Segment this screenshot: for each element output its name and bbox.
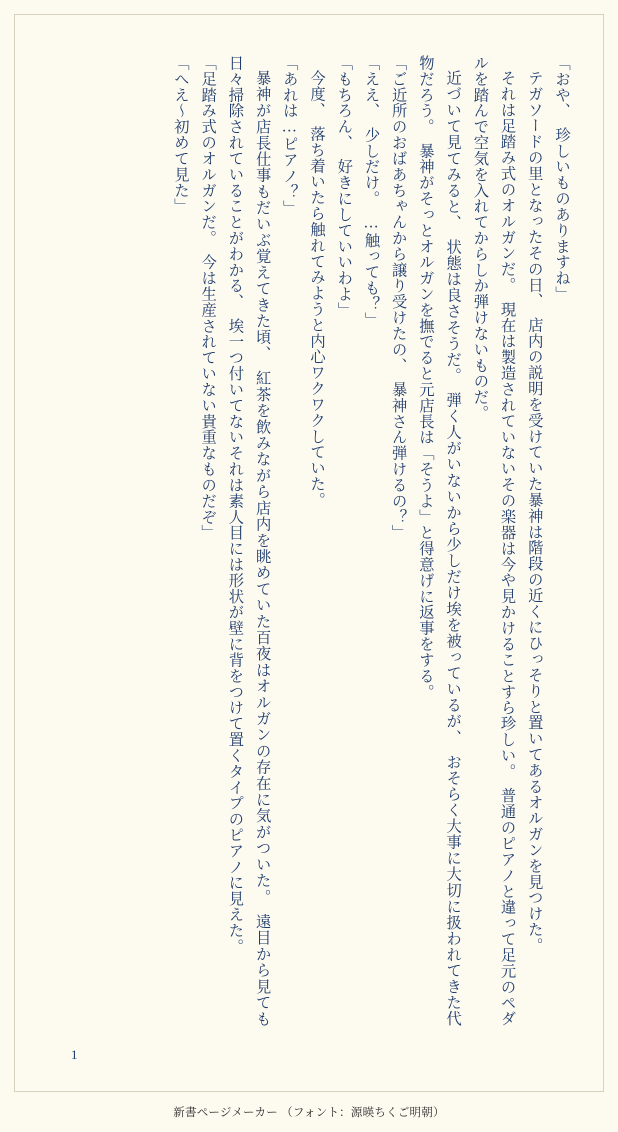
paragraph: 「おや、 珍しいものありますね」: [553, 55, 570, 302]
footer-credit: 新書ページメーカー （フォント：源暎ちくご明朝）: [173, 1107, 445, 1119]
paragraph: それは足踏み式のオルガンだ。 現在は製造されていないその楽器は今や見かけることすら珍しい。 普通のピアノと違って足元のペダルを踏んで空気を入れてからしか弾けないものだ。: [471, 55, 516, 1027]
paragraph: 「ええ、 少しだけ。 …触っても？」: [362, 55, 380, 328]
paragraph: 「あれは…ピアノ？」: [280, 55, 298, 216]
page-sheet: [14, 14, 604, 1092]
paragraph: 「へえ〜初めて見た」: [171, 55, 189, 215]
paragraph: 「ご近所のおばあちゃんから譲り受けたの、 暴神さん弾けるの？」: [389, 55, 407, 541]
paragraph: 今度、 落ち着いたら触れてみようと内心ワクワクしていた。: [308, 70, 326, 509]
paragraph: 暴神が店長仕事もだいぶ覚えてきた頃、 紅茶を飲みながら店内を眺めていた百夜はオルガンの存在に気がついた。 遠目から見ても日々掃除されていることがわかる、 埃一つ付いてないそれは素人目には形状が壁に背をつけて置くタイプのピアノに見えた。: [226, 55, 271, 1027]
paragraph: 「足踏み式のオルガンだ。 今は生産されていない貴重なものだぞ」: [199, 55, 217, 541]
paragraph: テガソードの里となったその日、 店内の説明を受けていた暴神は階段の近くにひっそりと置いてあるオルガンを見つけた。: [525, 70, 543, 954]
paragraph: 「もちろん、 好きにしていいわよ」: [335, 55, 353, 318]
page-number: 1: [71, 1047, 78, 1062]
paragraph: 近づいて見てみると、 状態は良さそうだ。 弾く人がいないから少しだけ埃を被っているが、 おそらく大事に大切に扱われてきた代物だろう。 暴神がそっとオルガンを撫でると元店長は「そうよ」と得意げに返事をする。: [416, 55, 462, 1027]
vertical-text-body: [41, 55, 575, 1027]
